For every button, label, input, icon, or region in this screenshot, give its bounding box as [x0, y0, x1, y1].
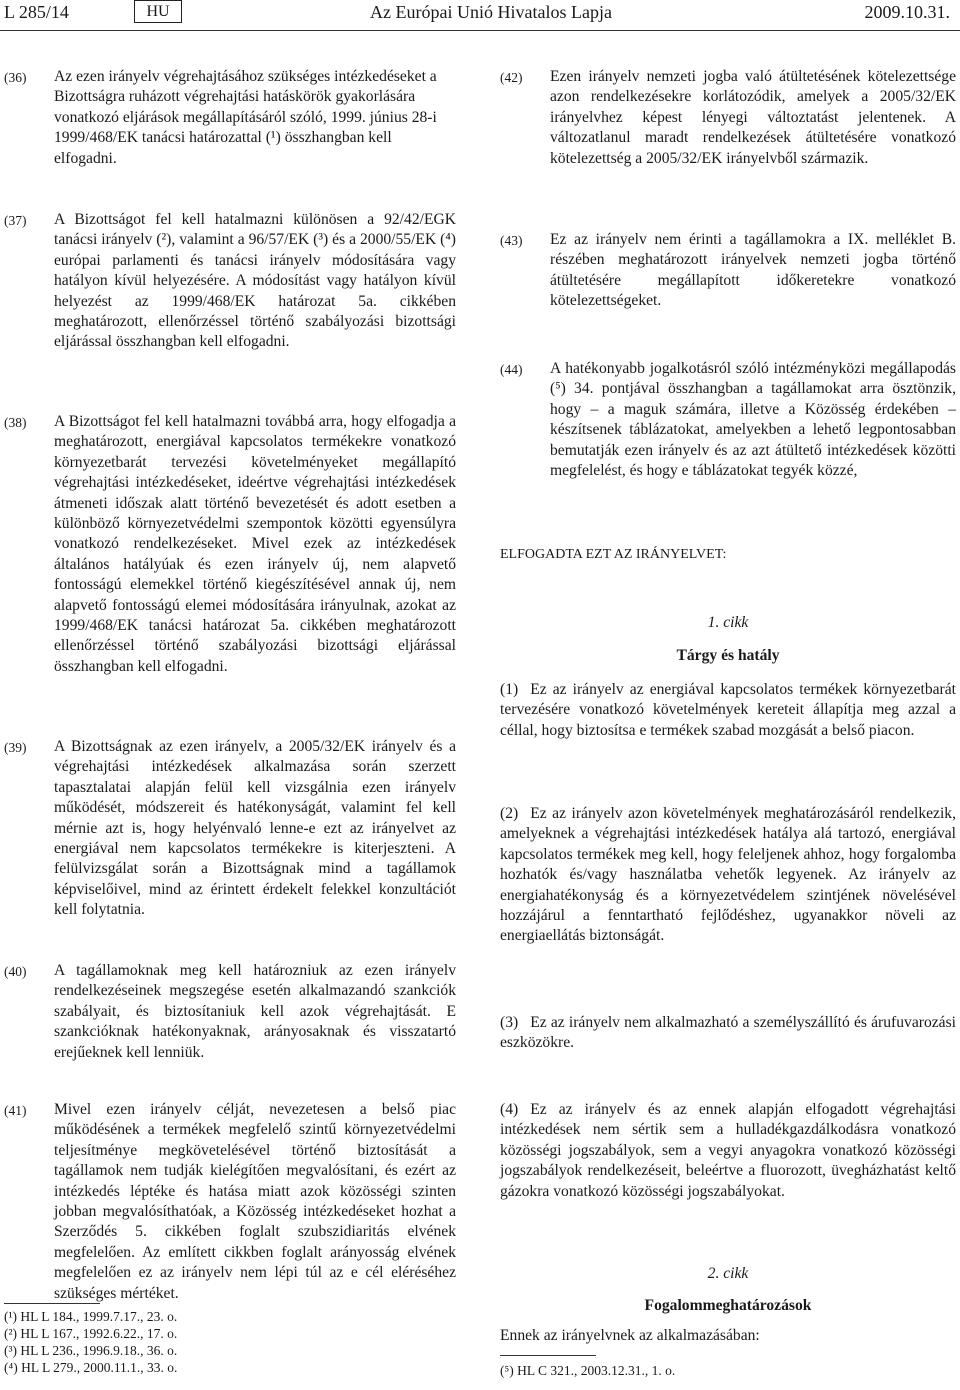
recital-number: (42) [500, 70, 523, 85]
article-2-intro: Ennek az irányelvnek az alkalmazásában: [500, 1327, 760, 1344]
footnote-5: (⁵) HL C 321., 2003.12.31., 1. o. [500, 1363, 676, 1378]
recital-42 [500, 67, 956, 169]
article-1-title: Tárgy és hatály [676, 647, 780, 664]
adopted-statement: ELFOGADTA EZT AZ IRÁNYELVET: [500, 547, 727, 562]
footnote-2: (²) HL L 167., 1992.6.22., 17. o. [4, 1326, 178, 1341]
recital-text: Ez az irányelv nem érinti a tagállamokra a IX. melléklet B. részében meghatározott irányelvek nemzeti jogba történő átültetésére megállapított időkeretekre vonatkozó kötelezettségeket. [550, 231, 956, 310]
article-1-paragraph-3 [500, 1013, 956, 1054]
article-1-number: 1. cikk [707, 614, 749, 631]
footnote-divider [500, 1355, 596, 1356]
paragraph-text: Ez az irányelv azon követelmények meghatározásáról rendelkezik, amelyeknek a végrehajtási intézkedések hatálya alá tartozó, energiával kapcsolatos termékek meg kell, hogy feleljenek ahhoz, hogy forgalomba hozhatók és/vagy használatba vehetők legyenek. Az irányelv az energiahatékonyság és a környezetvédelem szintjének növelésével hozzájárul a fenntartható fejlődéshez, ugyanakkor növeli az energiaellátás biztonságát. [500, 805, 956, 945]
recital-number: (40) [4, 964, 27, 979]
recital-text: A Bizottságnak az ezen irányelv, a 2005/32/EK irányelv és a végrehajtási intézkedések alkalmazása során szerzett tapasztalatai alapján felül kell vizsgálnia ezen irányelv működését, módszereit és hatékonyságát, valamint fel kell mérnie azt is, hogy helyénvaló lenne-e ezt az irányelvet az energiával nem kapcsolatos termékekre is kiterjeszteni. A felülvizsgálat során a Bizottságnak mind a tagállamok képviselőivel, mind az érintett érdekelt felekkel konzultációt kell folytatnia. [54, 738, 456, 919]
recital-text: A hatékonyabb jogalkotásról szóló intézményközi megállapodás (⁵) 34. pontjával összhangban a tagállamokat arra ösztönzik, hogy – a maguk számára, illetve a Közösség érdekében – készítsenek táblázatokat, amelyekben a lehető legpontosabban bemutatják ezen irányelv és az azt átültető intézkedések közötti megfelelést, és hogy e táblázatokat tegyék közzé, [550, 360, 956, 480]
recital-44 [500, 359, 956, 481]
journal-title: Az Európai Unió Hivatalos Lapja [370, 2, 612, 22]
recital-text: A Bizottságot fel kell hatalmazni továbbá arra, hogy elfogadja a meghatározott, energiával kapcsolatos termékekre vonatkozó környezetbarát tervezési követelményeket megállapító végrehajtási intézkedéseket, ideértve végrehajtási intézkedések átmeneti időszak alatt történő bevezetését és adott esetben a különböző környezetvédelmi szempontok közötti egyensúlyra vonatkozó rendelkezéseket. Mivel ezek az intézkedések általános hatályúak és ezen irányelv új, nem alapvető fontosságú elemekkel történő kiegészítésével annak új, nem alapvető fontosságú elemei módosítására irányulnak, azokat az 1999/468/EK tanácsi határozat 5a. cikkében meghatározott ellenőrzéssel történő szabályozási bizottsági eljárással összhangban kell elfogadni. [54, 413, 456, 675]
recital-39 [4, 737, 456, 921]
footnote-divider [4, 1303, 100, 1304]
paragraph-number: (2) [500, 805, 519, 822]
recital-text: Mivel ezen irányelv célját, nevezetesen a belső piac működésének a termékek megfelelő szintű környezetvédelmi teljesítménye megkövetelésével történő biztosítását a tagállamok nem tudják kielégítően megvalósítani, és ezért az intézkedés léptéke és hatása miatt azok közösségi szinten jobban megvalósíthatóak, a Közösség intézkedéseket hozhat a Szerződés 5. cikkében foglalt szubszidiaritás elvének megfelelően. Az említett cikkben foglalt arányosság elvének megfelelően ez az irányelv nem lépi túl az e cél eléréséhez szükséges mértéket. [54, 1101, 456, 1302]
footnote-1: (¹) HL L 184., 1999.7.17., 23. o. [4, 1309, 178, 1324]
recital-43 [500, 230, 956, 312]
recital-37 [4, 210, 456, 353]
right-column [500, 0, 956, 1390]
recital-text: A Bizottságot fel kell hatalmazni különösen a 92/42/EGK tanácsi irányelv (²), valamint a 96/57/EK (³) és a 2000/55/EK (⁴) európai parlamenti és tanácsi irányelv módosítására vagy hatályon kívül helyezésére. A módosítást vagy hatályon kívül helyezést az 1999/468/EK határozat 5a. cikkében meghatározott, ellenőrzéssel történő szabályozási bizottsági eljárással összhangban kell elfogadni. [54, 211, 456, 351]
recital-number: (37) [4, 213, 27, 228]
footnote-4: (⁴) HL L 279., 2000.11.1., 33. o. [4, 1360, 178, 1375]
recital-number: (43) [500, 233, 523, 248]
article-2-number: 2. cikk [707, 1265, 749, 1282]
article-2-title: Fogalommeghatározások [644, 1297, 812, 1314]
recital-number: (41) [4, 1103, 27, 1118]
recital-40 [4, 961, 456, 1063]
recital-text: Ezen irányelv nemzeti jogba való átültetésének kötelezettsége azon rendelkezésekre korlátozódik, amelyek a 2005/32/EK irányelvhez képest lényegi változtatást jelentenek. A változatlanul maradt rendelkezések átültetésére vonatkozó kötelezettség a 2005/32/EK irányelvből származik. [550, 68, 956, 167]
article-1-paragraph-1 [500, 680, 956, 741]
paragraph-number: (1) [500, 681, 519, 698]
paragraph-text: Ez az irányelv nem alkalmazható a személyszállító és árufuvarozási eszközökre. [500, 1014, 956, 1052]
journal-reference: L 285/14 [4, 2, 69, 22]
recital-text: A tagállamoknak meg kell határozniuk az ezen irányelv rendelkezéseinek megszegése esetén alkalmazandó szankciók szabályait, és biztosítaniuk kell azok végrehajtását. E szankcióknak hatékonyaknak, arányosaknak és visszatartó erejűeknek kell lenniük. [54, 962, 456, 1061]
language-badge: HU [134, 0, 182, 23]
recital-number: (44) [500, 362, 523, 377]
recital-36 [4, 67, 456, 169]
recital-number: (36) [4, 70, 27, 85]
article-1-paragraph-2 [500, 804, 956, 947]
paragraph-text: Ez az irányelv és az ennek alapján elfogadott végrehajtási intézkedések nem sértik sem a hulladékgazdálkodásra vonatkozó közösségi jogszabályok, sem a vegyi anyagokra vonatkozó közösségi jogszabályok rendelkezéseit, beleértve a fluorozott, üvegházhatást keltő gázokra vonatkozó közösségi jogszabályokat. [500, 1101, 956, 1200]
left-column [4, 0, 456, 1390]
recital-number: (39) [4, 740, 27, 755]
recital-38 [4, 412, 456, 677]
recital-number: (38) [4, 415, 27, 430]
recital-text: Az ezen irányelv végrehajtásához szükséges intézkedéseket a Bizottságra ruházott végrehajtási hatáskörök gyakorlására vonatkozó eljárások megállapításáról szóló, 1999. június 28-i 1999/468/EK tanácsi határozattal (¹) összhangban kell elfogadni. [54, 68, 437, 167]
paragraph-number: (4) [500, 1101, 519, 1118]
recital-41 [4, 1100, 456, 1304]
paragraph-text: Ez az irányelv az energiával kapcsolatos termékek környezetbarát tervezésére vonatkozó követelmények kereteit állapítja meg azzal a céllal, hogy biztosítsa e termékek szabad mozgását a belső piacon. [500, 681, 956, 739]
article-1-paragraph-4 [500, 1100, 956, 1202]
footnote-3: (³) HL L 236., 1996.9.18., 36. o. [4, 1343, 178, 1358]
publication-date: 2009.10.31. [864, 2, 950, 22]
paragraph-number: (3) [500, 1014, 519, 1031]
